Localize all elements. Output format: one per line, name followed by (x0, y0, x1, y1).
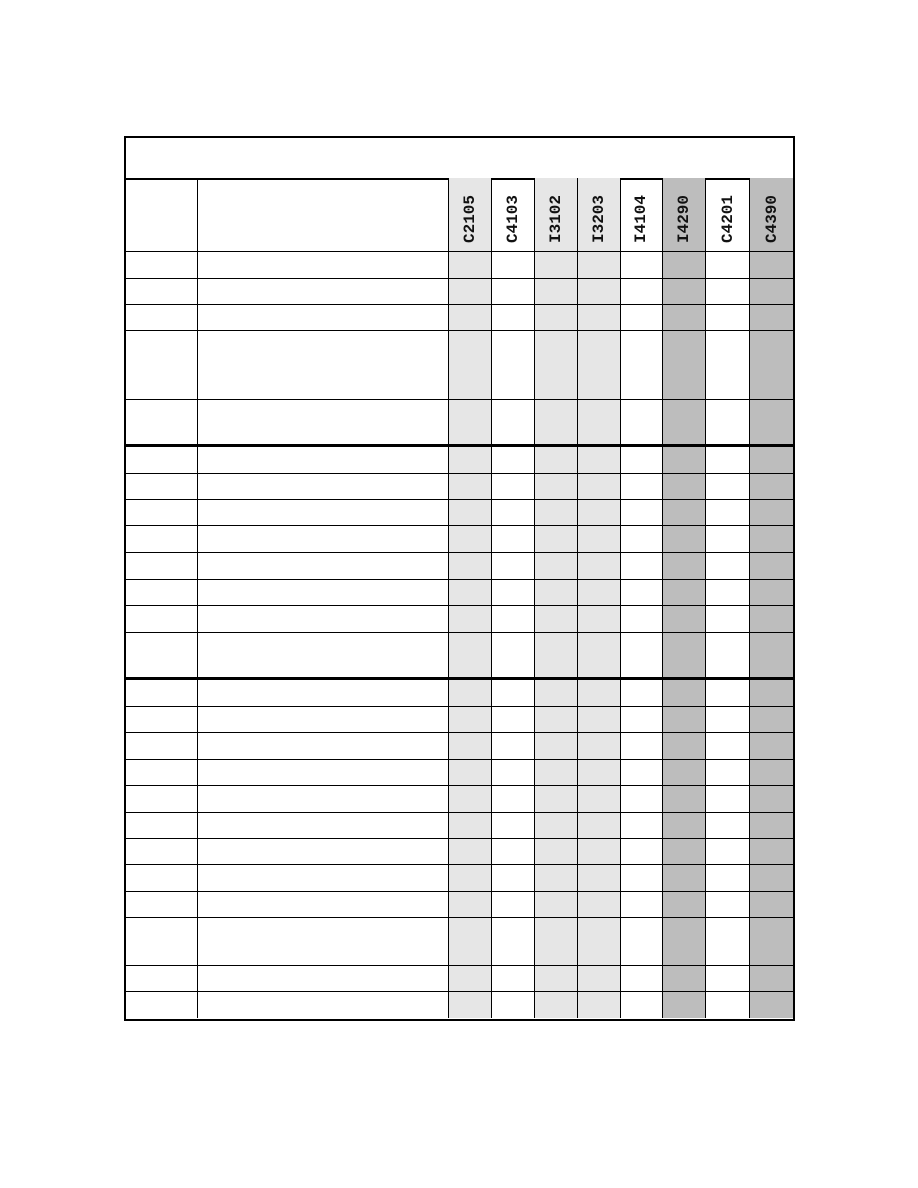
matrix-cell (750, 680, 793, 706)
matrix-cell (449, 526, 492, 552)
row-description-cell (198, 500, 449, 525)
matrix-cell (578, 892, 621, 917)
matrix-cell (663, 786, 706, 812)
matrix-cell (663, 526, 706, 552)
header-id-cell (126, 178, 198, 251)
matrix-cell (449, 252, 492, 278)
matrix-cell (663, 400, 706, 444)
matrix-cell (578, 918, 621, 965)
matrix-cell (535, 553, 578, 579)
matrix-cell (535, 786, 578, 812)
matrix-cell (621, 680, 664, 706)
row-description-cell (198, 966, 449, 991)
matrix-cell (750, 707, 793, 732)
matrix-cell (663, 279, 706, 304)
matrix-cell (492, 526, 535, 552)
row-id-cell (126, 606, 198, 632)
matrix-cell (535, 331, 578, 399)
matrix-cell (492, 580, 535, 605)
table-row (126, 305, 793, 331)
matrix-cell (750, 474, 793, 499)
matrix-cell (750, 733, 793, 759)
matrix-cell (535, 680, 578, 706)
matrix-cell (621, 606, 664, 632)
matrix-cell (535, 474, 578, 499)
matrix-cell (578, 553, 621, 579)
row-description-cell (198, 786, 449, 812)
matrix-cell (750, 526, 793, 552)
matrix-cell (706, 606, 750, 632)
matrix-cell (663, 305, 706, 330)
table-row (126, 331, 793, 400)
matrix-cell (492, 892, 535, 917)
matrix-cell (578, 680, 621, 706)
matrix-cell (535, 252, 578, 278)
row-description-cell (198, 813, 449, 838)
matrix-cell (449, 992, 492, 1018)
matrix-cell (535, 279, 578, 304)
matrix-cell (663, 992, 706, 1018)
matrix-cell (706, 760, 750, 785)
matrix-cell (663, 633, 706, 677)
matrix-cell (750, 786, 793, 812)
table-row (126, 813, 793, 839)
matrix-table (124, 136, 795, 1021)
matrix-cell (621, 992, 664, 1018)
header-row (126, 178, 793, 252)
column-header-c4103 (492, 178, 535, 251)
matrix-cell (706, 526, 750, 552)
matrix-cell (535, 707, 578, 732)
matrix-cell (750, 331, 793, 399)
row-id-cell (126, 279, 198, 304)
matrix-cell (535, 918, 578, 965)
matrix-cell (535, 305, 578, 330)
matrix-cell (663, 680, 706, 706)
row-id-cell (126, 966, 198, 991)
matrix-cell (663, 447, 706, 473)
table-row (126, 839, 793, 865)
matrix-cell (706, 633, 750, 677)
matrix-cell (706, 331, 750, 399)
matrix-cell (663, 500, 706, 525)
matrix-cell (449, 786, 492, 812)
matrix-cell (706, 918, 750, 965)
matrix-cell (449, 279, 492, 304)
matrix-cell (449, 447, 492, 473)
matrix-cell (621, 892, 664, 917)
matrix-cell (750, 966, 793, 991)
matrix-cell (621, 580, 664, 605)
row-description-cell (198, 447, 449, 473)
matrix-cell (663, 707, 706, 732)
column-header-i4104 (621, 178, 664, 251)
matrix-cell (578, 252, 621, 278)
matrix-cell (706, 474, 750, 499)
row-id-cell (126, 400, 198, 444)
matrix-cell (750, 892, 793, 917)
table-grid (126, 178, 793, 1018)
matrix-cell (750, 606, 793, 632)
matrix-cell (449, 892, 492, 917)
matrix-cell (706, 786, 750, 812)
matrix-cell (621, 839, 664, 864)
row-description-cell (198, 992, 449, 1018)
row-description-cell (198, 252, 449, 278)
matrix-cell (449, 918, 492, 965)
matrix-cell (663, 865, 706, 891)
matrix-cell (492, 305, 535, 330)
row-description-cell (198, 839, 449, 864)
matrix-cell (663, 918, 706, 965)
row-id-cell (126, 500, 198, 525)
matrix-cell (663, 474, 706, 499)
matrix-cell (578, 633, 621, 677)
matrix-cell (578, 500, 621, 525)
matrix-cell (578, 400, 621, 444)
table-row (126, 553, 793, 580)
matrix-cell (492, 400, 535, 444)
row-description-cell (198, 553, 449, 579)
matrix-cell (621, 786, 664, 812)
matrix-cell (706, 279, 750, 304)
row-id-cell (126, 813, 198, 838)
row-id-cell (126, 447, 198, 473)
column-label: C2105 (460, 194, 479, 243)
table-row (126, 500, 793, 526)
matrix-cell (449, 865, 492, 891)
matrix-cell (706, 707, 750, 732)
matrix-cell (578, 992, 621, 1018)
matrix-cell (449, 760, 492, 785)
row-description-cell (198, 526, 449, 552)
matrix-cell (578, 839, 621, 864)
matrix-cell (750, 760, 793, 785)
matrix-cell (449, 331, 492, 399)
column-header-i3102 (535, 178, 578, 251)
matrix-cell (750, 252, 793, 278)
matrix-cell (621, 474, 664, 499)
matrix-cell (621, 760, 664, 785)
column-header-i4290 (663, 178, 706, 251)
matrix-cell (449, 500, 492, 525)
matrix-cell (578, 865, 621, 891)
matrix-cell (578, 733, 621, 759)
matrix-cell (750, 918, 793, 965)
row-id-cell (126, 992, 198, 1018)
column-header-i3203 (578, 178, 621, 251)
matrix-cell (449, 400, 492, 444)
table-row (126, 680, 793, 707)
matrix-cell (578, 966, 621, 991)
matrix-cell (535, 733, 578, 759)
matrix-cell (706, 447, 750, 473)
table-row (126, 733, 793, 760)
column-label: C4201 (718, 194, 737, 243)
matrix-cell (621, 707, 664, 732)
row-id-cell (126, 633, 198, 677)
matrix-cell (578, 279, 621, 304)
matrix-cell (621, 918, 664, 965)
matrix-cell (492, 553, 535, 579)
matrix-cell (750, 865, 793, 891)
matrix-cell (621, 279, 664, 304)
matrix-cell (449, 680, 492, 706)
matrix-cell (578, 474, 621, 499)
matrix-cell (578, 707, 621, 732)
matrix-cell (706, 892, 750, 917)
table-row (126, 966, 793, 992)
matrix-cell (449, 633, 492, 677)
row-id-cell (126, 760, 198, 785)
matrix-cell (663, 966, 706, 991)
table-row (126, 918, 793, 966)
matrix-cell (535, 633, 578, 677)
matrix-cell (449, 966, 492, 991)
header-description-cell (198, 178, 449, 251)
table-row (126, 707, 793, 733)
column-header-c4201 (706, 178, 750, 251)
matrix-cell (492, 813, 535, 838)
matrix-cell (535, 760, 578, 785)
row-description-cell (198, 865, 449, 891)
matrix-cell (535, 865, 578, 891)
matrix-cell (492, 252, 535, 278)
matrix-cell (750, 279, 793, 304)
matrix-cell (492, 966, 535, 991)
matrix-cell (706, 992, 750, 1018)
matrix-cell (663, 580, 706, 605)
table-row (126, 633, 793, 680)
column-header-c4390 (750, 178, 793, 251)
matrix-cell (492, 606, 535, 632)
table-row (126, 447, 793, 474)
matrix-cell (449, 839, 492, 864)
matrix-cell (706, 966, 750, 991)
matrix-cell (663, 252, 706, 278)
column-header-c2105 (449, 178, 492, 251)
row-description-cell (198, 918, 449, 965)
matrix-cell (535, 580, 578, 605)
matrix-cell (621, 331, 664, 399)
matrix-cell (663, 813, 706, 838)
matrix-cell (578, 447, 621, 473)
row-id-cell (126, 305, 198, 330)
matrix-cell (621, 553, 664, 579)
matrix-cell (621, 633, 664, 677)
matrix-cell (706, 580, 750, 605)
matrix-cell (750, 813, 793, 838)
row-id-cell (126, 252, 198, 278)
matrix-cell (449, 553, 492, 579)
matrix-cell (492, 839, 535, 864)
column-label: I4290 (675, 194, 694, 243)
row-description-cell (198, 733, 449, 759)
matrix-cell (750, 553, 793, 579)
table-row (126, 865, 793, 892)
table-row (126, 526, 793, 553)
matrix-cell (492, 760, 535, 785)
table-row (126, 892, 793, 918)
matrix-cell (663, 892, 706, 917)
matrix-cell (449, 813, 492, 838)
matrix-cell (492, 992, 535, 1018)
matrix-cell (750, 580, 793, 605)
matrix-cell (750, 992, 793, 1018)
row-id-cell (126, 918, 198, 965)
row-description-cell (198, 633, 449, 677)
row-description-cell (198, 707, 449, 732)
table-title-bar (126, 138, 793, 180)
matrix-cell (621, 400, 664, 444)
matrix-cell (492, 707, 535, 732)
matrix-cell (750, 400, 793, 444)
matrix-cell (750, 500, 793, 525)
matrix-cell (492, 680, 535, 706)
table-row (126, 400, 793, 447)
column-label: C4103 (503, 194, 522, 243)
matrix-cell (578, 526, 621, 552)
table-row (126, 786, 793, 813)
row-id-cell (126, 786, 198, 812)
matrix-cell (663, 733, 706, 759)
matrix-cell (663, 839, 706, 864)
matrix-cell (449, 305, 492, 330)
matrix-cell (535, 813, 578, 838)
matrix-cell (578, 606, 621, 632)
matrix-cell (492, 279, 535, 304)
matrix-cell (663, 760, 706, 785)
table-row (126, 760, 793, 786)
row-description-cell (198, 305, 449, 330)
matrix-cell (621, 966, 664, 991)
matrix-cell (706, 553, 750, 579)
matrix-cell (663, 331, 706, 399)
table-row (126, 992, 793, 1018)
column-label: I4104 (632, 194, 651, 243)
matrix-cell (535, 966, 578, 991)
matrix-cell (449, 606, 492, 632)
matrix-cell (663, 553, 706, 579)
matrix-cell (492, 786, 535, 812)
row-description-cell (198, 606, 449, 632)
matrix-cell (621, 865, 664, 891)
column-label: I3102 (546, 194, 565, 243)
matrix-cell (492, 331, 535, 399)
row-id-cell (126, 892, 198, 917)
matrix-cell (706, 252, 750, 278)
row-id-cell (126, 707, 198, 732)
row-description-cell (198, 892, 449, 917)
row-id-cell (126, 553, 198, 579)
matrix-cell (706, 813, 750, 838)
row-id-cell (126, 680, 198, 706)
row-id-cell (126, 526, 198, 552)
matrix-cell (492, 865, 535, 891)
matrix-cell (492, 733, 535, 759)
row-description-cell (198, 474, 449, 499)
row-description-cell (198, 760, 449, 785)
row-id-cell (126, 839, 198, 864)
matrix-cell (535, 447, 578, 473)
matrix-cell (449, 733, 492, 759)
matrix-cell (750, 839, 793, 864)
table-row (126, 252, 793, 279)
row-description-cell (198, 400, 449, 444)
matrix-cell (535, 839, 578, 864)
row-description-cell (198, 680, 449, 706)
matrix-cell (621, 733, 664, 759)
matrix-cell (578, 760, 621, 785)
matrix-cell (578, 331, 621, 399)
row-id-cell (126, 865, 198, 891)
matrix-cell (535, 500, 578, 525)
matrix-cell (621, 526, 664, 552)
table-row (126, 279, 793, 305)
matrix-cell (706, 680, 750, 706)
matrix-cell (492, 633, 535, 677)
matrix-cell (621, 252, 664, 278)
matrix-cell (706, 500, 750, 525)
matrix-cell (750, 447, 793, 473)
row-id-cell (126, 580, 198, 605)
matrix-cell (578, 786, 621, 812)
matrix-cell (750, 633, 793, 677)
matrix-cell (449, 474, 492, 499)
matrix-cell (535, 606, 578, 632)
matrix-cell (578, 305, 621, 330)
matrix-cell (706, 839, 750, 864)
matrix-cell (706, 305, 750, 330)
row-id-cell (126, 733, 198, 759)
column-label: C4390 (762, 194, 781, 243)
matrix-cell (535, 526, 578, 552)
matrix-cell (750, 305, 793, 330)
matrix-cell (706, 865, 750, 891)
table-row (126, 606, 793, 633)
table-row (126, 474, 793, 500)
matrix-cell (621, 500, 664, 525)
column-label: I3203 (589, 194, 608, 243)
row-id-cell (126, 474, 198, 499)
row-description-cell (198, 331, 449, 399)
row-description-cell (198, 279, 449, 304)
matrix-cell (492, 500, 535, 525)
matrix-cell (535, 400, 578, 444)
matrix-cell (578, 580, 621, 605)
matrix-cell (621, 813, 664, 838)
matrix-cell (535, 892, 578, 917)
matrix-cell (621, 447, 664, 473)
matrix-cell (449, 580, 492, 605)
matrix-cell (492, 474, 535, 499)
matrix-cell (492, 447, 535, 473)
matrix-cell (621, 305, 664, 330)
matrix-cell (706, 733, 750, 759)
matrix-cell (492, 918, 535, 965)
matrix-cell (663, 606, 706, 632)
row-description-cell (198, 580, 449, 605)
matrix-cell (578, 813, 621, 838)
matrix-cell (449, 707, 492, 732)
matrix-cell (535, 992, 578, 1018)
table-row (126, 580, 793, 606)
row-id-cell (126, 331, 198, 399)
matrix-cell (706, 400, 750, 444)
